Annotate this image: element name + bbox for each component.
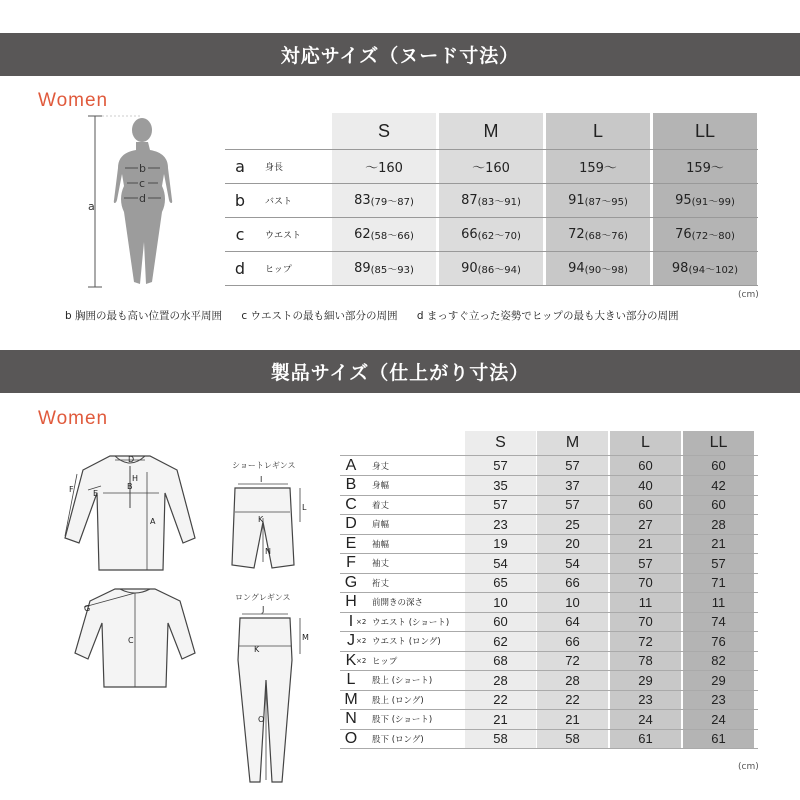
value-range: (90～98) xyxy=(584,265,628,276)
short-leggings-diagram xyxy=(220,470,320,580)
row-label-d xyxy=(225,252,330,285)
row-letter: d xyxy=(234,259,246,278)
row-divider xyxy=(225,149,758,150)
garment-label-d: D xyxy=(128,455,135,464)
size-header-ll: LL xyxy=(694,120,716,141)
row-name: 裄丈 xyxy=(372,578,390,589)
value-cell xyxy=(546,184,650,217)
value-main: 83 xyxy=(354,193,371,208)
row-name: 身長 xyxy=(265,163,284,173)
row-label-K xyxy=(340,651,460,670)
row-name: 股上 (ショート) xyxy=(372,676,433,686)
garment-label-c: C xyxy=(128,636,134,645)
value-cell xyxy=(439,218,543,251)
size-header-m: M xyxy=(483,120,499,141)
value-cell: 21 xyxy=(711,536,726,551)
garment-label-a: A xyxy=(150,517,156,526)
value-cell xyxy=(653,252,757,285)
value-main: 76 xyxy=(675,227,692,242)
row-label-c xyxy=(225,218,330,251)
value-cell: 11 xyxy=(711,594,726,610)
row-label-O xyxy=(340,729,460,748)
value-cell: 21 xyxy=(493,711,508,727)
row-letter: N xyxy=(345,710,357,727)
size-header-l: L xyxy=(641,434,650,451)
row-letter: E xyxy=(345,534,357,552)
figure-label-b: b xyxy=(139,162,146,175)
garment-label-o: O xyxy=(258,715,265,724)
garment-label-g: G xyxy=(84,604,91,613)
value-cell: 57 xyxy=(638,555,653,571)
value-main: 87 xyxy=(461,193,478,208)
row-label-I xyxy=(340,612,460,631)
value-cell: 66 xyxy=(565,633,580,649)
value-cell: 65 xyxy=(493,575,508,590)
value-main: 159～ xyxy=(579,161,617,176)
garment-label-h: H xyxy=(132,474,139,483)
row-letter: B xyxy=(345,476,357,493)
value-cell xyxy=(332,150,436,183)
value-cell: 57 xyxy=(493,458,508,473)
value-range: (87～95) xyxy=(584,197,628,208)
value-cell: 37 xyxy=(565,477,580,493)
value-cell: 57 xyxy=(711,555,726,571)
value-cell xyxy=(653,218,757,251)
value-cell: 64 xyxy=(565,614,580,629)
row-name: 前開きの深さ xyxy=(372,598,424,608)
value-cell: 40 xyxy=(638,477,653,493)
row-name: ウエスト (ロング) xyxy=(372,637,441,647)
women-label-1: Women xyxy=(38,90,109,111)
value-cell: 23 xyxy=(638,692,653,707)
value-cell: 21 xyxy=(638,536,653,551)
value-main: 90 xyxy=(461,261,478,276)
row-name: 袖幅 xyxy=(372,539,390,550)
row-name: ウエスト xyxy=(265,231,302,241)
value-main: 62 xyxy=(354,227,371,242)
row-label-a xyxy=(225,150,330,183)
value-cell xyxy=(546,252,650,285)
row-letter: c xyxy=(235,225,245,244)
value-cell: 27 xyxy=(638,516,653,532)
value-cell xyxy=(332,184,436,217)
row-letter: b xyxy=(234,191,246,210)
value-cell: 29 xyxy=(711,672,726,688)
value-range: (58～66) xyxy=(370,231,414,242)
nude-size-table xyxy=(0,0,800,340)
row-name: 着丈 xyxy=(372,500,390,511)
value-cell: 76 xyxy=(711,633,726,649)
garment-label-m: M xyxy=(302,633,309,642)
row-label-E xyxy=(340,534,460,553)
garment-label-f: F xyxy=(69,485,74,494)
value-main: 72 xyxy=(568,227,585,242)
row-name: 身幅 xyxy=(372,481,390,491)
row-name: 股下 (ショート) xyxy=(372,715,433,725)
value-cell: 58 xyxy=(493,731,508,746)
row-divider xyxy=(340,748,758,749)
value-range: (72～80) xyxy=(691,231,735,242)
value-cell: 57 xyxy=(565,458,580,473)
value-range: (86～94) xyxy=(477,265,521,276)
row-letter: M xyxy=(344,690,358,708)
row-label-A xyxy=(340,456,460,475)
value-cell: 21 xyxy=(565,711,580,727)
row-multiplier: ×2 xyxy=(356,617,367,626)
note-hip: d まっすぐ立った姿勢でヒップの最も大きい部分の周囲 xyxy=(416,310,679,322)
size-header-l: L xyxy=(592,120,603,141)
short-leggings-title: ショートレギンス xyxy=(232,461,296,470)
size-header-s: S xyxy=(377,120,390,141)
row-name: 袖丈 xyxy=(372,559,390,569)
row-letter: O xyxy=(344,729,358,747)
value-cell: 54 xyxy=(565,555,580,571)
value-cell: 22 xyxy=(565,692,580,707)
value-cell xyxy=(439,150,543,183)
garment-label-k2: K xyxy=(254,645,260,654)
row-label-G xyxy=(340,573,460,592)
value-cell: 19 xyxy=(493,536,508,551)
value-range: (62～70) xyxy=(477,231,521,242)
value-cell: 74 xyxy=(711,614,726,629)
product-size-banner xyxy=(0,350,800,393)
row-name: 股下 (ロング) xyxy=(372,734,424,745)
value-cell: 57 xyxy=(493,497,508,512)
value-cell: 25 xyxy=(565,516,580,532)
figure-label-d: d xyxy=(139,192,146,205)
value-cell: 28 xyxy=(565,672,580,688)
value-cell: 23 xyxy=(711,692,726,707)
row-label-L xyxy=(340,671,460,690)
value-cell: 60 xyxy=(493,614,508,629)
row-name: ヒップ xyxy=(372,656,398,667)
row-name: ウエスト (ショート) xyxy=(372,617,450,628)
row-letter: L xyxy=(346,671,356,688)
row-letter: J xyxy=(347,632,355,649)
row-name: 身丈 xyxy=(372,461,390,472)
row-letter: a xyxy=(235,157,245,176)
value-cell: 61 xyxy=(638,731,653,746)
value-cell xyxy=(653,150,757,183)
value-cell: 54 xyxy=(493,555,508,571)
value-cell: 78 xyxy=(638,653,653,668)
value-main: 89 xyxy=(354,261,371,276)
value-main: 159～ xyxy=(686,161,724,176)
garment-label-i: I xyxy=(260,475,263,484)
top-back-diagram xyxy=(70,583,210,693)
figure-label-a: a xyxy=(88,200,95,213)
row-name: ヒップ xyxy=(265,265,292,275)
value-cell: 10 xyxy=(493,594,508,610)
value-cell: 20 xyxy=(565,536,580,551)
figure-label-c: c xyxy=(139,177,146,190)
value-cell: 70 xyxy=(638,575,653,590)
women-label-2: Women xyxy=(38,408,109,429)
value-cell: 60 xyxy=(711,458,726,473)
value-cell: 10 xyxy=(565,594,580,610)
value-cell: 29 xyxy=(638,672,653,688)
row-label-F xyxy=(340,554,460,573)
value-cell: 61 xyxy=(711,731,726,746)
value-cell xyxy=(439,184,543,217)
garment-label-b: B xyxy=(127,482,133,491)
value-main: 95 xyxy=(675,193,692,208)
value-range: (94～102) xyxy=(688,265,739,276)
size-header-ll: LL xyxy=(709,434,728,451)
value-cell: 60 xyxy=(638,458,653,473)
value-cell: 62 xyxy=(493,633,508,649)
row-multiplier: ×2 xyxy=(356,656,367,665)
value-cell: 70 xyxy=(638,614,653,629)
value-cell: 24 xyxy=(711,711,726,727)
row-letter: A xyxy=(345,456,357,474)
size-header-m: M xyxy=(565,434,580,451)
value-range: (79～87) xyxy=(370,197,414,208)
garment-label-l: L xyxy=(302,503,307,512)
row-label-J xyxy=(340,632,460,651)
garment-label-k: K xyxy=(258,515,264,524)
value-cell: 60 xyxy=(638,497,653,512)
row-divider xyxy=(340,455,758,456)
value-cell: 11 xyxy=(638,594,653,610)
value-cell: 57 xyxy=(565,497,580,512)
value-cell xyxy=(332,252,436,285)
row-label-D xyxy=(340,515,460,534)
value-cell: 71 xyxy=(711,575,726,590)
top-front-diagram xyxy=(55,448,205,578)
value-cell xyxy=(439,252,543,285)
note-waist: c ウエストの最も細い部分の周囲 xyxy=(241,310,398,322)
row-divider xyxy=(225,285,758,286)
value-cell: 35 xyxy=(493,477,508,493)
value-cell xyxy=(332,218,436,251)
nude-size-title: 対応サイズ（ヌード寸法） xyxy=(280,45,520,67)
row-name: 股上 (ロング) xyxy=(372,695,424,706)
size-header-s: S xyxy=(495,434,506,451)
measurement-notes xyxy=(65,308,765,323)
value-cell xyxy=(546,218,650,251)
unit-label-1: (cm) xyxy=(738,290,759,300)
value-main: 98 xyxy=(671,261,689,276)
row-letter: G xyxy=(344,573,358,591)
value-cell: 28 xyxy=(493,672,508,688)
row-letter: D xyxy=(345,515,357,532)
long-leggings-diagram xyxy=(220,600,320,790)
row-letter: I xyxy=(348,612,354,630)
value-cell: 24 xyxy=(638,711,653,727)
long-leggings-title: ロングレギンス xyxy=(235,593,291,602)
product-size-title: 製品サイズ（仕上がり寸法） xyxy=(270,362,530,384)
value-range: (68～76) xyxy=(584,231,628,242)
unit-label-2: (cm) xyxy=(738,762,759,772)
value-main: 66 xyxy=(461,227,478,242)
row-multiplier: ×2 xyxy=(356,637,367,645)
row-name: 肩幅 xyxy=(372,520,390,530)
row-label-C xyxy=(340,495,460,514)
row-label-B xyxy=(340,476,460,495)
row-label-M xyxy=(340,690,460,709)
value-main: ～160 xyxy=(472,161,510,176)
garment-label-e: E xyxy=(93,489,99,498)
value-cell: 66 xyxy=(565,575,580,590)
row-letter: H xyxy=(345,593,357,610)
row-letter: K xyxy=(345,651,357,669)
row-name: バスト xyxy=(265,197,293,207)
value-cell xyxy=(546,150,650,183)
value-cell: 28 xyxy=(711,516,726,532)
value-cell: 72 xyxy=(638,633,653,649)
note-bust: b 胸囲の最も高い位置の水平周囲 xyxy=(65,310,223,322)
row-label-b xyxy=(225,184,330,217)
value-range: (83～91) xyxy=(477,197,521,208)
row-letter: F xyxy=(346,554,356,571)
value-cell: 82 xyxy=(711,653,726,668)
row-letter: C xyxy=(345,495,357,513)
value-main: 91 xyxy=(568,193,585,208)
garment-label-n: N xyxy=(265,547,271,556)
value-main: 94 xyxy=(568,261,585,276)
value-cell: 60 xyxy=(711,497,726,512)
garment-label-j: J xyxy=(262,605,265,614)
value-range: (85～93) xyxy=(370,265,414,276)
value-range: (91～99) xyxy=(691,197,735,208)
value-cell: 23 xyxy=(493,516,508,532)
row-label-H xyxy=(340,593,460,612)
value-cell: 72 xyxy=(565,653,580,668)
row-label-N xyxy=(340,710,460,729)
value-cell xyxy=(653,184,757,217)
value-cell: 42 xyxy=(711,477,726,493)
value-main: ～160 xyxy=(365,161,403,176)
value-cell: 58 xyxy=(565,731,580,746)
value-cell: 68 xyxy=(493,653,508,668)
value-cell: 22 xyxy=(493,692,508,707)
